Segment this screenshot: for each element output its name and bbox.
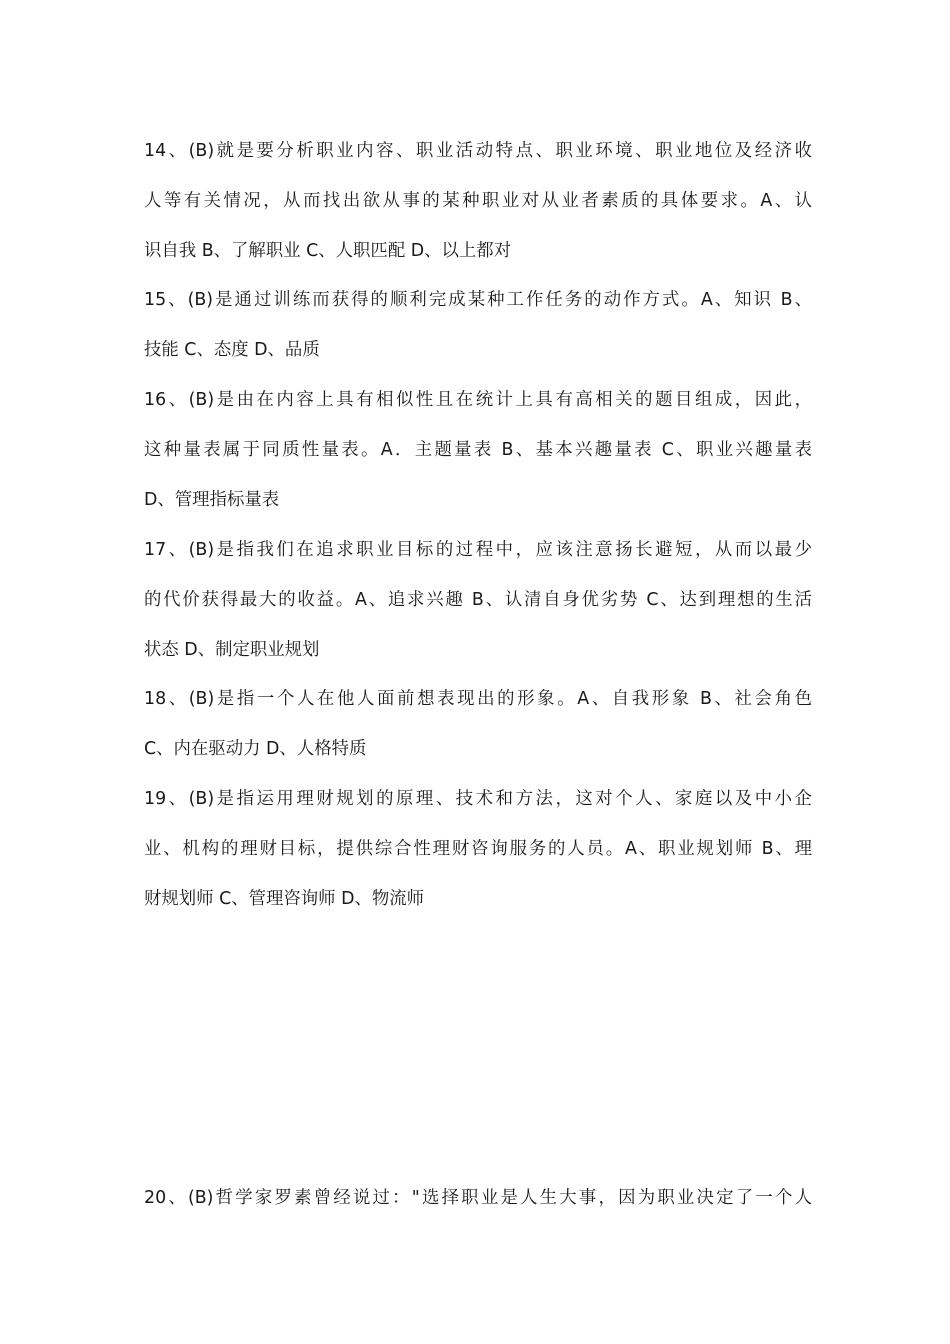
question-16-line-1: 16、(B)是由在内容上具有相似性且在统计上具有高相关的题目组成，因此，: [144, 390, 812, 410]
question-14-line-3: 识自我 B、了解职业 C、人职匹配 D、以上都对: [144, 241, 512, 261]
question-15-line-1: 15、(B)是通过训练而获得的顺利完成某种工作任务的动作方式。A、知识 B、: [144, 290, 812, 310]
question-17-line-2: 的代价获得最大的收益。A、追求兴趣 B、认清自身优劣势 C、达到理想的生活: [144, 590, 812, 610]
question-18-line-1: 18、(B)是指一个人在他人面前想表现出的形象。A、自我形象 B、社会角色: [144, 689, 812, 709]
question-18-line-2: C、内在驱动力 D、人格特质: [144, 739, 367, 759]
question-19-line-1: 19、(B)是指运用理财规划的原理、技术和方法，这对个人、家庭以及中小企: [144, 789, 812, 809]
question-19-line-3: 财规划师 C、管理咨询师 D、物流师: [144, 889, 425, 909]
question-16-line-2: 这种量表属于同质性量表。A．主题量表 B、基本兴趣量表 C、职业兴趣量表: [144, 440, 812, 460]
question-14-line-2: 人等有关情况，从而找出欲从事的某种职业对从业者素质的具体要求。A、认: [144, 191, 812, 211]
question-17-line-3: 状态 D、制定职业规划: [144, 640, 320, 660]
question-17-line-1: 17、(B)是指我们在追求职业目标的过程中，应该注意扬长避短，从而以最少: [144, 540, 812, 560]
question-14-line-1: 14、(B)就是要分析职业内容、职业活动特点、职业环境、职业地位及经济收: [144, 141, 812, 161]
question-16-line-3: D、管理指标量表: [144, 490, 280, 510]
question-19-line-2: 业、机构的理财目标，提供综合性理财咨询服务的人员。A、职业规划师 B、理: [144, 839, 812, 859]
question-20-line-1: 20、(B)哲学家罗素曾经说过："选择职业是人生大事，因为职业决定了一个人: [144, 1188, 812, 1208]
question-15-line-2: 技能 C、态度 D、品质: [144, 340, 320, 360]
